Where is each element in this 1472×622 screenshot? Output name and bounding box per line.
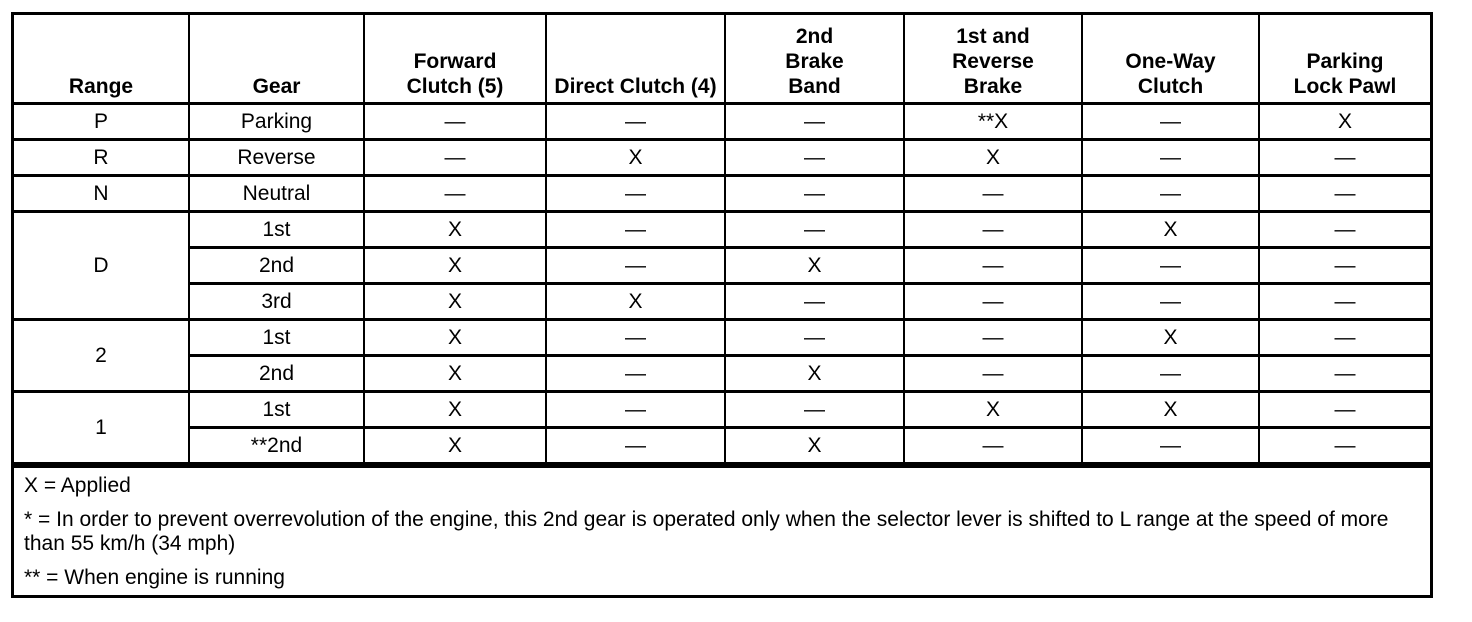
forward-clutch-cell: X bbox=[364, 428, 546, 464]
header-gear: Gear bbox=[189, 15, 364, 104]
gear-cell: Parking bbox=[189, 104, 364, 140]
range-cell: R bbox=[14, 140, 189, 176]
range-cell: 1 bbox=[14, 392, 189, 464]
forward-clutch-cell: X bbox=[364, 248, 546, 284]
direct-clutch-cell: — bbox=[546, 104, 725, 140]
gear-cell: Neutral bbox=[189, 176, 364, 212]
one-way-clutch-cell: — bbox=[1082, 356, 1259, 392]
2nd-brake-band-cell: — bbox=[725, 176, 904, 212]
legend-note: * = In order to prevent overrevolution of the engine, this 2nd gear is operated only when the selector lever is shifted to L range at the speed of more than 55 km/h (34 mph) bbox=[24, 508, 1389, 555]
direct-clutch-cell: — bbox=[546, 320, 725, 356]
legend-note: ** = When engine is running bbox=[24, 566, 285, 589]
parking-lock-pawl-cell: — bbox=[1259, 356, 1430, 392]
header-direct-clutch: Direct Clutch (4) bbox=[546, 15, 725, 104]
legend-notes bbox=[14, 465, 1430, 595]
2nd-brake-band-cell: — bbox=[725, 104, 904, 140]
clutch-application-chart bbox=[11, 12, 1433, 598]
table-row bbox=[14, 248, 1430, 284]
1st-reverse-brake-cell: — bbox=[904, 176, 1082, 212]
forward-clutch-cell: — bbox=[364, 140, 546, 176]
forward-clutch-cell: X bbox=[364, 212, 546, 248]
forward-clutch-cell: X bbox=[364, 284, 546, 320]
table-row bbox=[14, 212, 1430, 248]
header-one-way-clutch: One-Way Clutch bbox=[1082, 15, 1259, 104]
1st-reverse-brake-cell: X bbox=[904, 140, 1082, 176]
header-1st-reverse-brake: 1st and Reverse Brake bbox=[904, 15, 1082, 104]
1st-reverse-brake-cell: — bbox=[904, 428, 1082, 464]
parking-lock-pawl-cell: — bbox=[1259, 392, 1430, 428]
table-row bbox=[14, 284, 1430, 320]
parking-lock-pawl-cell: X bbox=[1259, 104, 1430, 140]
parking-lock-pawl-cell: — bbox=[1259, 428, 1430, 464]
gear-cell: 2nd bbox=[189, 248, 364, 284]
range-cell: N bbox=[14, 176, 189, 212]
direct-clutch-cell: X bbox=[546, 284, 725, 320]
forward-clutch-cell: X bbox=[364, 320, 546, 356]
header-range: Range bbox=[14, 15, 189, 104]
direct-clutch-cell: X bbox=[546, 140, 725, 176]
1st-reverse-brake-cell: X bbox=[904, 392, 1082, 428]
1st-reverse-brake-cell: — bbox=[904, 284, 1082, 320]
parking-lock-pawl-cell: — bbox=[1259, 140, 1430, 176]
one-way-clutch-cell: X bbox=[1082, 392, 1259, 428]
2nd-brake-band-cell: — bbox=[725, 140, 904, 176]
2nd-brake-band-cell: — bbox=[725, 320, 904, 356]
header-2nd-brake-band: 2nd Brake Band bbox=[725, 15, 904, 104]
table-row bbox=[14, 140, 1430, 176]
direct-clutch-cell: — bbox=[546, 176, 725, 212]
2nd-brake-band-cell: X bbox=[725, 356, 904, 392]
parking-lock-pawl-cell: — bbox=[1259, 320, 1430, 356]
direct-clutch-cell: — bbox=[546, 356, 725, 392]
direct-clutch-cell: — bbox=[546, 428, 725, 464]
2nd-brake-band-cell: X bbox=[725, 248, 904, 284]
2nd-brake-band-cell: — bbox=[725, 212, 904, 248]
gear-cell: **2nd bbox=[189, 428, 364, 464]
forward-clutch-cell: — bbox=[364, 104, 546, 140]
table-row bbox=[14, 428, 1430, 464]
header-parking-lock-pawl: Parking Lock Pawl bbox=[1259, 15, 1430, 104]
range-cell: 2 bbox=[14, 320, 189, 392]
range-cell: P bbox=[14, 104, 189, 140]
table-row bbox=[14, 392, 1430, 428]
table-row bbox=[14, 320, 1430, 356]
parking-lock-pawl-cell: — bbox=[1259, 284, 1430, 320]
1st-reverse-brake-cell: — bbox=[904, 320, 1082, 356]
parking-lock-pawl-cell: — bbox=[1259, 176, 1430, 212]
table-body bbox=[14, 104, 1430, 464]
forward-clutch-cell: X bbox=[364, 392, 546, 428]
one-way-clutch-cell: — bbox=[1082, 428, 1259, 464]
forward-clutch-cell: — bbox=[364, 176, 546, 212]
direct-clutch-cell: — bbox=[546, 248, 725, 284]
gear-cell: Reverse bbox=[189, 140, 364, 176]
one-way-clutch-cell: — bbox=[1082, 248, 1259, 284]
forward-clutch-cell: X bbox=[364, 356, 546, 392]
one-way-clutch-cell: — bbox=[1082, 176, 1259, 212]
one-way-clutch-cell: — bbox=[1082, 140, 1259, 176]
parking-lock-pawl-cell: — bbox=[1259, 248, 1430, 284]
one-way-clutch-cell: — bbox=[1082, 104, 1259, 140]
header-forward-clutch: Forward Clutch (5) bbox=[364, 15, 546, 104]
2nd-brake-band-cell: — bbox=[725, 392, 904, 428]
1st-reverse-brake-cell: — bbox=[904, 356, 1082, 392]
table-row bbox=[14, 176, 1430, 212]
direct-clutch-cell: — bbox=[546, 212, 725, 248]
2nd-brake-band-cell: X bbox=[725, 428, 904, 464]
one-way-clutch-cell: — bbox=[1082, 284, 1259, 320]
1st-reverse-brake-cell: — bbox=[904, 248, 1082, 284]
table-row bbox=[14, 356, 1430, 392]
1st-reverse-brake-cell: **X bbox=[904, 104, 1082, 140]
one-way-clutch-cell: X bbox=[1082, 320, 1259, 356]
legend-note: X = Applied bbox=[24, 474, 131, 497]
header-row bbox=[14, 15, 1430, 104]
direct-clutch-cell: — bbox=[546, 392, 725, 428]
2nd-brake-band-cell: — bbox=[725, 284, 904, 320]
gear-cell: 3rd bbox=[189, 284, 364, 320]
one-way-clutch-cell: X bbox=[1082, 212, 1259, 248]
gear-cell: 1st bbox=[189, 320, 364, 356]
gear-cell: 1st bbox=[189, 392, 364, 428]
1st-reverse-brake-cell: — bbox=[904, 212, 1082, 248]
table-row bbox=[14, 104, 1430, 140]
parking-lock-pawl-cell: — bbox=[1259, 212, 1430, 248]
application-table bbox=[14, 15, 1430, 465]
gear-cell: 2nd bbox=[189, 356, 364, 392]
range-cell: D bbox=[14, 212, 189, 320]
gear-cell: 1st bbox=[189, 212, 364, 248]
